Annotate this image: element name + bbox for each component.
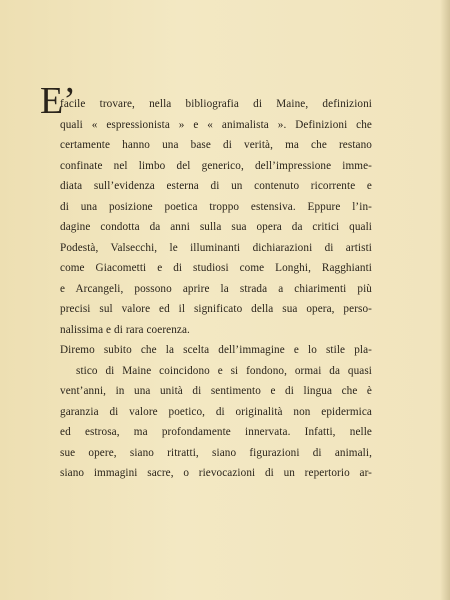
- text-line: certamente hanno una base di verità, ma che restano: [60, 139, 372, 151]
- text-line: nalissima e di rara coerenza.: [60, 323, 190, 336]
- text-line: Diremo subito che la scelta dell’immagine e lo stile pla-: [60, 344, 372, 356]
- page-edge-shadow: [440, 0, 450, 600]
- text-line: di una posizione poetica troppo estensiva. Eppure l’in-: [60, 200, 372, 213]
- text-line: ed estrosa, ma profondamente innervata. Infatti, nelle: [60, 426, 372, 438]
- text-line: diata sull’evidenza esterna di un contenuto ricorrente e: [60, 180, 372, 192]
- text-line: e Arcangeli, possono aprire la strada a chiarimenti più: [60, 282, 372, 295]
- text-line: confinate nel limbo del generico, dell’impressione imme-: [60, 159, 372, 172]
- text-line: quali « espressionista » e « animalista ». Definizioni che: [60, 118, 372, 131]
- text-line: sue opere, siano ritratti, siano figurazioni di animali,: [60, 446, 372, 459]
- text-line: precisi sul valore ed il significato della sua opera, perso-: [60, 303, 372, 315]
- text-line: dagine condotta da anni sulla sua opera da critici quali: [60, 221, 372, 233]
- text-line: vent’anni, in una unità di sentimento e di lingua che è: [60, 385, 372, 397]
- drop-cap: E’: [40, 80, 76, 122]
- text-line: siano immagini sacre, o rievocazioni di un repertorio ar-: [60, 467, 372, 479]
- text-line: stico di Maine coincidono e si fondono, ormai da quasi: [76, 364, 372, 377]
- body-text: [60, 94, 372, 484]
- text-line: Podestà, Valsecchi, le illuminanti dichiarazioni di artisti: [60, 241, 372, 254]
- text-line: come Giacometti e di studiosi come Longhi, Ragghianti: [60, 262, 372, 274]
- text-line: facile trovare, nella bibliografia di Maine, definizioni: [60, 98, 372, 110]
- text-line: garanzia di valore poetico, di originalità non epidermica: [60, 405, 372, 418]
